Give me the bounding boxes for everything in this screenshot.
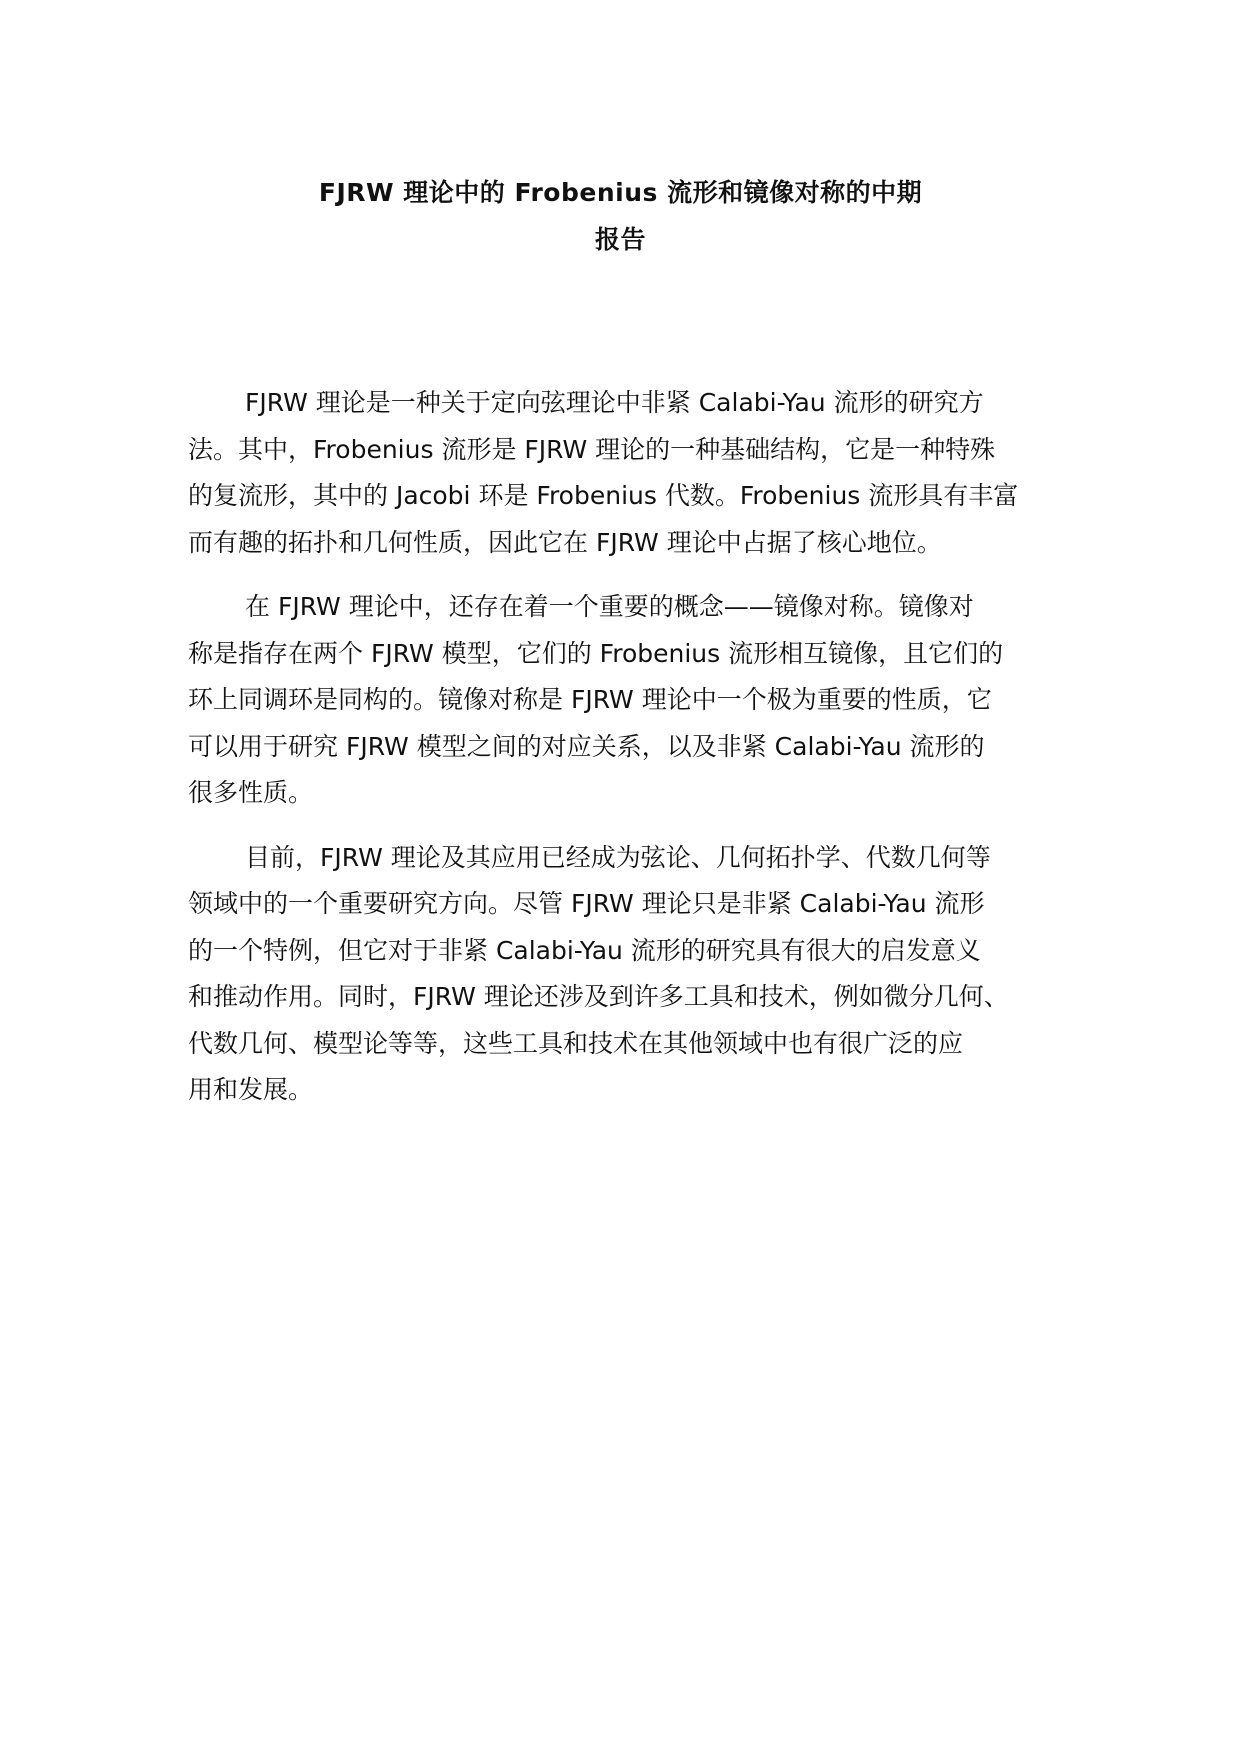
paragraph-3 [188,835,1068,1114]
paragraph-line: 和推动作用。同时，FJRW 理论还涉及到许多工具和技术，例如微分几何、 [188,982,1009,1011]
paragraph-2 [188,584,1068,817]
paragraph-line: 目前，FJRW 理论及其应用已经成为弦论、几何拓扑学、代数几何等 [245,842,991,872]
paragraph-line: FJRW 理论是一种关于定向弦理论中非紧 Calabi-Yau 流形的研究方 [245,388,984,417]
paragraph-line: 用和发展。 [188,1075,314,1104]
paragraph-line: 的一个特例，但它对于非紧 Calabi-Yau 流形的研究具有很大的启发意义 [188,935,981,965]
paragraph-line: 在 FJRW 理论中，还存在着一个重要的概念——镜像对称。镜像对 [245,592,974,621]
title-line-1: FJRW 理论中的 Frobenius 流形和镜像对称的中期 [318,178,923,207]
document-body [188,380,1068,1132]
paragraph-line: 很多性质。 [188,778,314,807]
paragraph-line: 而有趣的拓扑和几何性质，因此它在 FJRW 理论中占据了核心地位。 [188,527,942,557]
paragraph-line: 领域中的一个重要研究方向。尽管 FJRW 理论只是非紧 Calabi-Yau 流形 [188,889,985,918]
paragraph-line: 称是指存在两个 FJRW 模型，它们的 Frobenius 流形相互镜像，且它们的 [188,638,1004,668]
paragraph-line: 环上同调环是同构的。镜像对称是 FJRW 理论中一个极为重要的性质，它 [188,685,992,714]
paragraph-line: 法。其中，Frobenius 流形是 FJRW 理论的一种基础结构，它是一种特殊 [188,434,996,464]
paragraph-1 [188,380,1068,566]
paragraph-line: 可以用于研究 FJRW 模型之间的对应关系，以及非紧 Calabi-Yau 流形的 [188,731,985,761]
document-title [150,170,1091,263]
paragraph-line: 代数几何、模型论等等，这些工具和技术在其他领域中也有很广泛的应 [188,1028,964,1058]
paragraph-line: 的复流形，其中的 Jacobi 环是 Frobenius 代数。Frobenius 流形具有丰富 [188,481,1019,510]
title-line-2: 报告 [594,224,646,254]
